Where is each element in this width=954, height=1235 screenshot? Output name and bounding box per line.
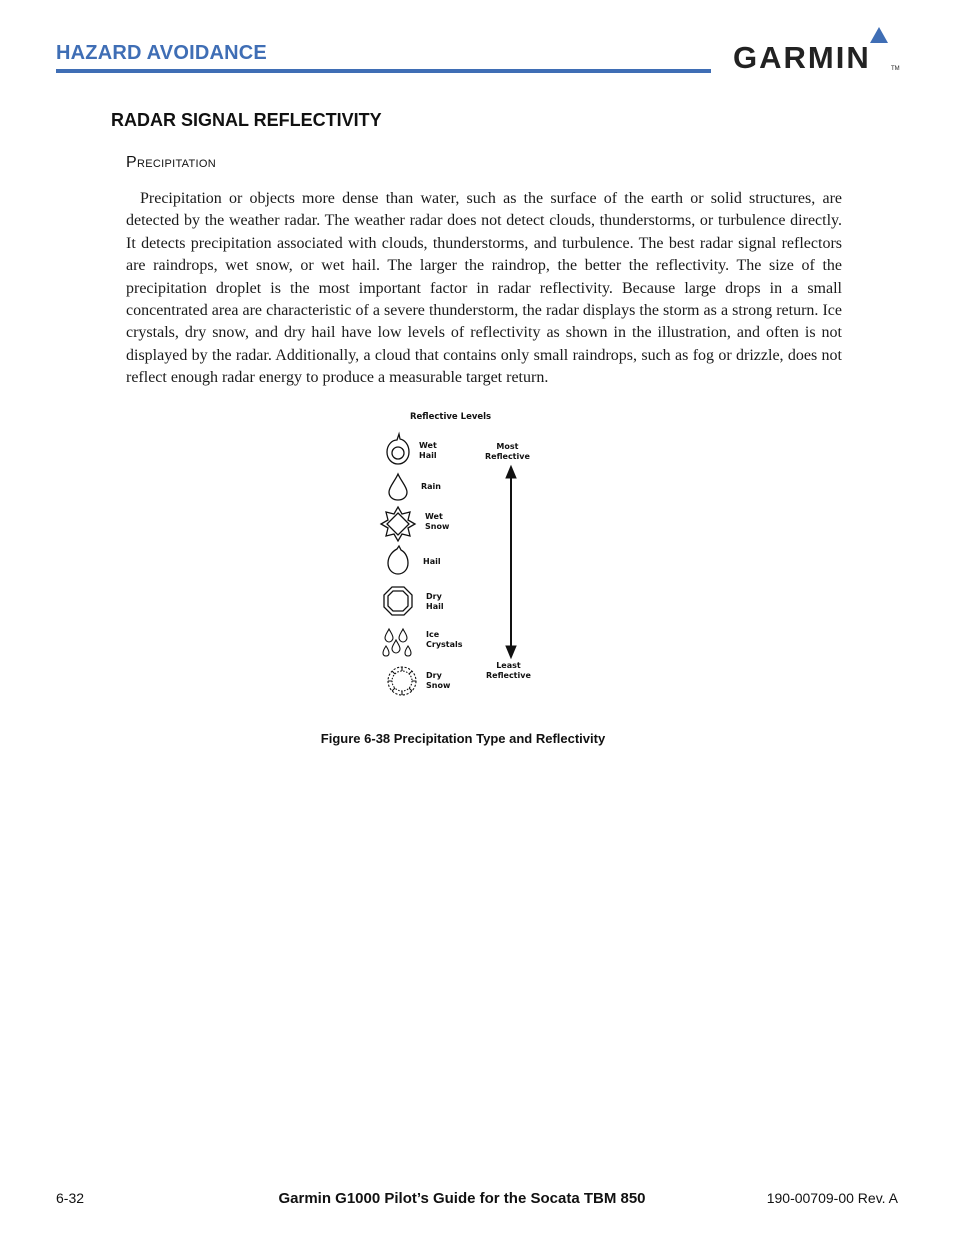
logo-wordmark: GARMIN <box>733 40 871 75</box>
ice-crystals-icon <box>383 629 411 656</box>
hail-icon <box>388 546 408 574</box>
figure-title: Reflective Levels <box>410 412 492 422</box>
subsection-heading: Precipitation <box>126 154 216 171</box>
section-title: HAZARD AVOIDANCE <box>56 42 267 64</box>
rain-drop-icon <box>389 474 407 500</box>
label-ice-crystals: Ice Crystals <box>426 630 463 649</box>
figure-caption: Figure 6-38 Precipitation Type and Reflectivity <box>320 731 606 746</box>
document-number: 190-00709-00 Rev. A <box>766 1190 898 1206</box>
logo-trademark: TM <box>891 66 900 72</box>
label-hail: Hail <box>423 557 441 566</box>
label-wet-hail: Wet Hail <box>419 441 437 460</box>
page-number: 6-32 <box>56 1190 85 1206</box>
reflectivity-illustration <box>370 410 570 705</box>
header-rule <box>56 69 711 73</box>
dry-snow-icon <box>388 667 416 695</box>
document-title: Garmin G1000 Pilot’s Guide for the Socata TBM 850 <box>278 1190 646 1207</box>
label-rain: Rain <box>421 482 441 491</box>
label-dry-hail: Dry Hail <box>426 592 444 611</box>
label-most-reflective: Most Reflective <box>485 442 530 461</box>
dry-hail-icon <box>384 587 412 615</box>
body-paragraph: Precipitation or objects more dense than water, such as the surface of the earth or solid structures, are detected by the weather radar. The weather radar does not detect clouds, thunderstorms, or turbulence directly. It detects precipitation associated with clouds, thunderstorms, and turbulence. The best radar signal reflectors are raindrops, wet snow, or wet hail. The larger the raindrop, the better the reflectivity. The size of the precipitation droplet is the most important factor in radar reflectivity. Because large drops in a small concentrated area are characteristic of a severe thunderstorm, the radar displays the storm as a strong return. Ice crystals, dry snow, and dry hail have low levels of reflectivity as shown in the illustration, and often is not displayed by the radar. Additionally, a cloud that contains only small raindrops, such as fog or drizzle, does not reflect enough radar energy to produce a measurable target return. <box>126 190 842 387</box>
label-dry-snow: Dry Snow <box>426 671 451 690</box>
logo-triangle-icon <box>869 26 889 44</box>
reflectivity-figure <box>370 410 570 705</box>
garmin-logo <box>733 26 901 76</box>
section-heading: RADAR SIGNAL REFLECTIVITY <box>111 110 382 130</box>
reflectivity-arrow <box>506 466 516 658</box>
wet-hail-icon <box>387 434 409 464</box>
wet-snow-icon <box>381 507 415 541</box>
label-least-reflective: Least Reflective <box>486 661 531 680</box>
label-wet-snow: Wet Snow <box>425 512 450 531</box>
